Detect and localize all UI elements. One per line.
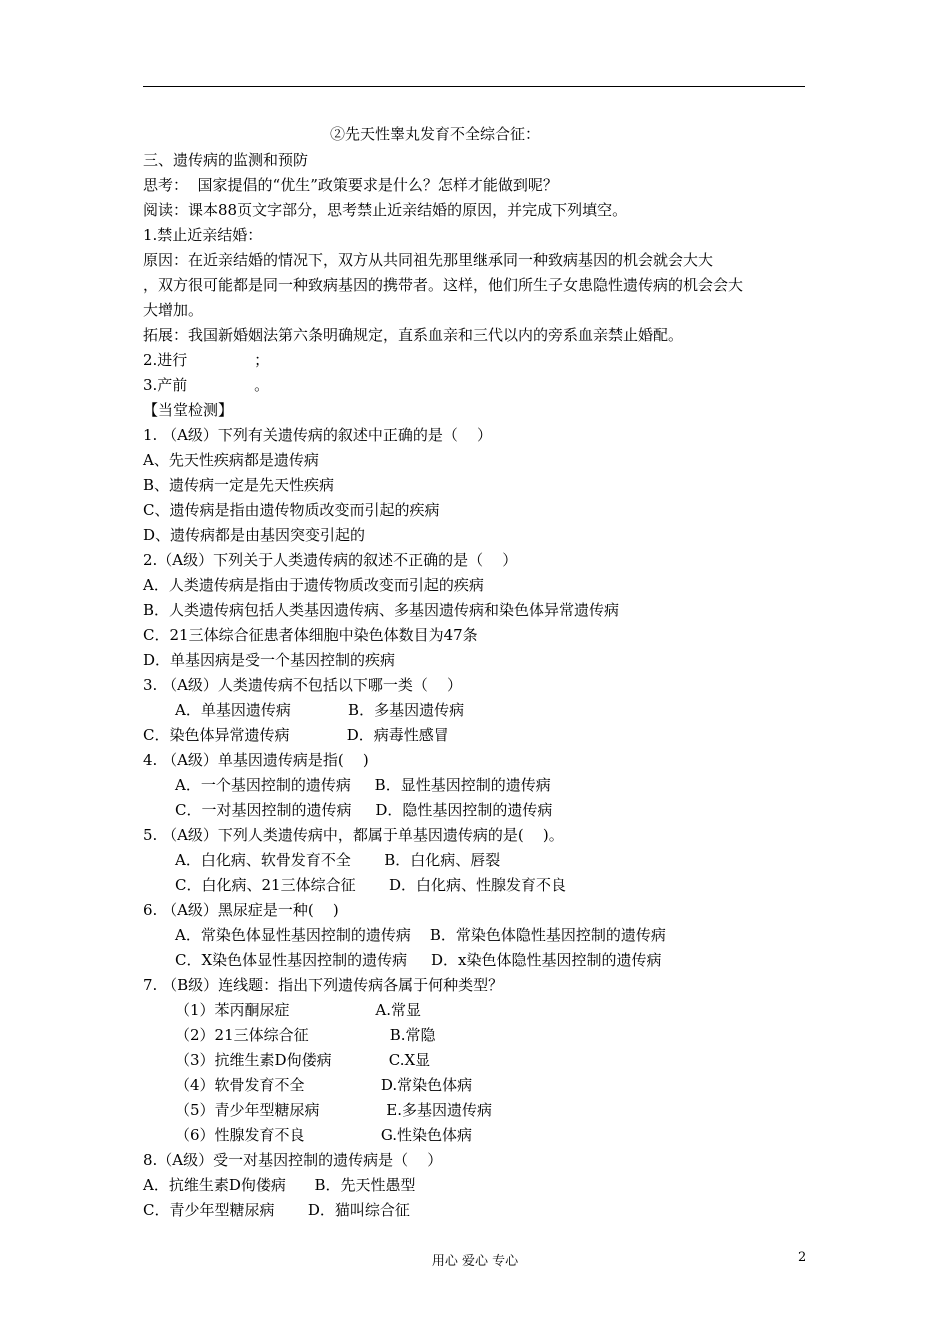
text-line: 3. （A级）人类遗传病不包括以下哪一类（ ） [143,676,462,694]
text-line: D．单基因病是受一个基因控制的疾病 [143,651,396,669]
text-line: A．抗维生素D佝偻病 B．先天性愚型 [143,1176,416,1194]
text-line: B、遗传病一定是先天性疾病 [143,476,335,494]
text-line: （1）苯丙酮尿症 A.常显 [175,1001,421,1019]
text-line: C．一对基因控制的遗传病 D．隐性基因控制的遗传病 [175,801,553,819]
text-line: C．染色体异常遗传病 D．病毒性感冒 [143,726,449,744]
text-line: C．X染色体显性基因控制的遗传病 D．x染色体隐性基因控制的遗传病 [175,951,662,969]
text-line: 5. （A级）下列人类遗传病中，都属于单基因遗传病的是( )。 [143,826,564,844]
text-line: ，双方很可能都是同一种致病基因的携带者。这样，他们所生子女患隐性遗传病的机会会大 [143,276,744,294]
text-line: 7. （B级）连线题：指出下列遗传病各属于何种类型？ [143,976,504,994]
text-line: A．一个基因控制的遗传病 B．显性基因控制的遗传病 [175,776,551,794]
text-line: C．21三体综合征患者体细胞中染色体数目为47条 [143,626,478,644]
text-line: 阅读：课本88页文字部分，思考禁止近亲结婚的原因，并完成下列填空。 [143,201,628,219]
text-line: C．白化病、21三体综合征 D．白化病、性腺发育不良 [175,876,566,894]
text-line: 原因：在近亲结婚的情况下，双方从共同祖先那里继承同一种致病基因的机会就会大大 [143,251,714,269]
header-rule [143,86,805,87]
text-line: C．青少年型糖尿病 D．猫叫综合征 [143,1201,410,1219]
text-line: （6）性腺发育不良 G.性染色体病 [175,1126,473,1144]
text-line: 1.禁止近亲结婚： [143,226,263,244]
text-line: A．白化病、软骨发育不全 B．白化病、唇裂 [175,851,501,869]
text-line: 【当堂检测】 [143,401,234,419]
text-line: 2.进行 ； [143,351,270,369]
text-line: A．常染色体显性基因控制的遗传病 B．常染色体隐性基因控制的遗传病 [175,926,666,944]
text-line: 思考： 国家提倡的“优生”政策要求是什么？怎样才能做到呢？ [143,176,558,194]
text-line: B．人类遗传病包括人类基因遗传病、多基因遗传病和染色体异常遗传病 [143,601,620,619]
text-line: 2.（A级）下列关于人类遗传病的叙述不正确的是（ ） [143,551,518,569]
text-line: （3）抗维生素D佝偻病 C.X显 [175,1051,431,1069]
text-line: 6. （A级）黑尿症是一种( ) [143,901,339,919]
page-footer: 用心 爱心 专心 [431,1254,519,1269]
text-line: 拓展：我国新婚姻法第六条明确规定，直系血亲和三代以内的旁系血亲禁止婚配。 [143,326,684,344]
text-line: A．单基因遗传病 B．多基因遗传病 [175,701,465,719]
text-line: D、遗传病都是由基因突变引起的 [143,526,366,544]
text-line: 三、遗传病的监测和预防 [143,151,309,169]
text-line: 3.产前 。 [143,376,270,394]
text-line: （4）软骨发育不全 D.常染色体病 [175,1076,473,1094]
text-line: 1. （A级）下列有关遗传病的叙述中正确的是（ ） [143,426,492,444]
text-line: A、先天性疾病都是遗传病 [143,451,319,469]
text-line: ②先天性睾丸发育不全综合征： [330,125,541,143]
text-line: 大增加。 [143,301,204,319]
text-line: （2）21三体综合征 B.常隐 [175,1026,436,1044]
page-number: 2 [798,1250,807,1265]
text-line: （5）青少年型糖尿病 E.多基因遗传病 [175,1101,493,1119]
text-line: 8.（A级）受一对基因控制的遗传病是（ ） [143,1151,443,1169]
text-line: 4. （A级）单基因遗传病是指( ) [143,751,369,769]
text-line: A．人类遗传病是指由于遗传物质改变而引起的疾病 [143,576,484,594]
text-line: C、遗传病是指由遗传物质改变而引起的疾病 [143,501,440,519]
